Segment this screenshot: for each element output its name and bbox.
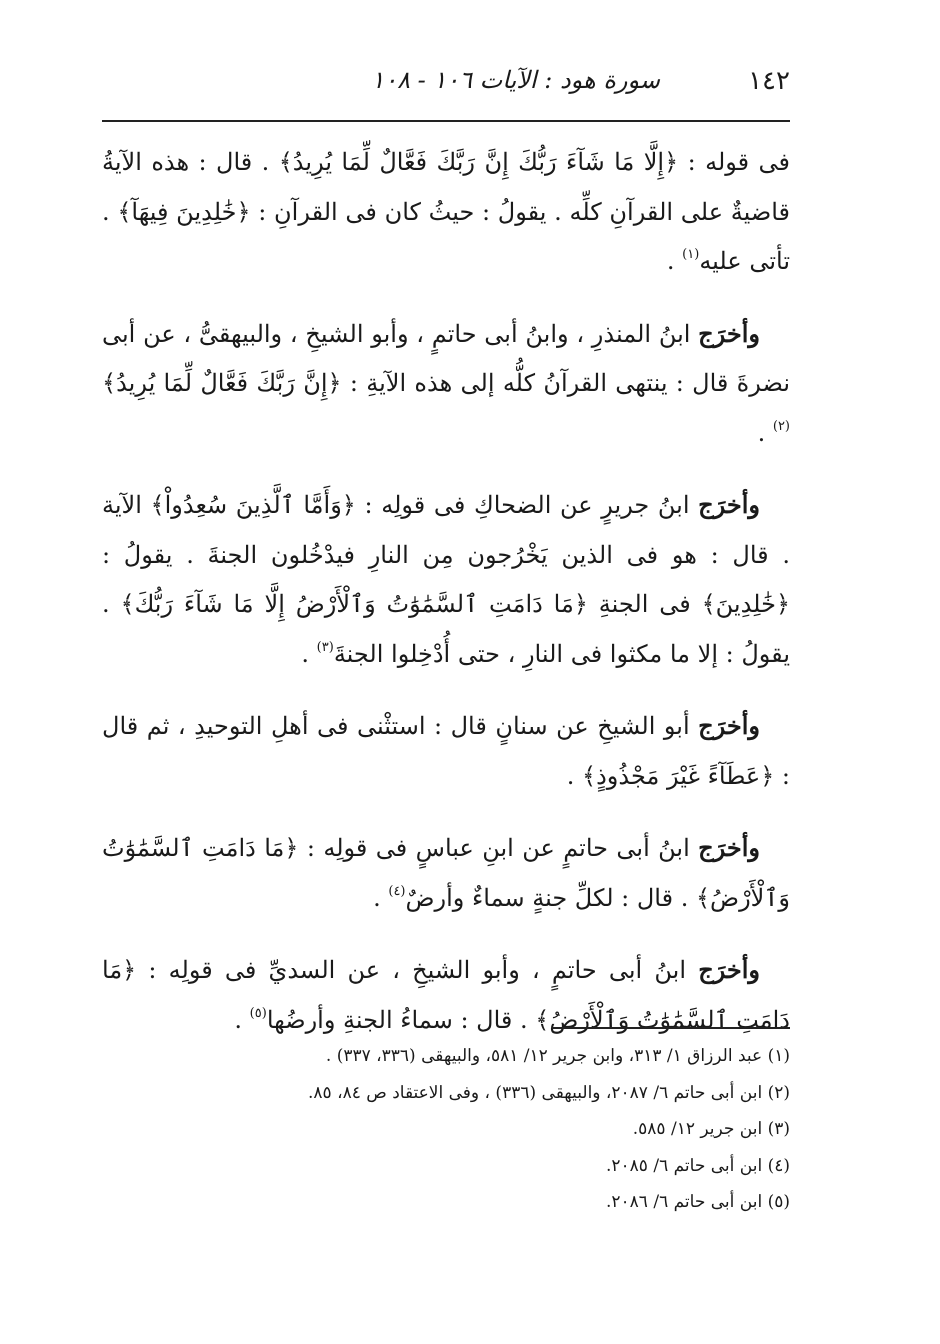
paragraph — [102, 701, 790, 801]
lead-word: وأخرَج — [698, 318, 760, 348]
text-run: . — [757, 418, 773, 447]
lead-word: وأخرَج — [698, 711, 760, 740]
footnote-marker: (٢) — [772, 418, 790, 434]
footnote-1: (١) عبد الرزاق ١/ ٣١٣، وابن جرير ١٢/ ٥٨١، والبيهقى (٣٣٦، ٣٣٧) . — [325, 1046, 790, 1066]
text-run: ابنُ جريرٍ عن الضحاكِ فى قولِه : — [355, 491, 699, 519]
text-run: أبو الشيخِ عن سنانٍ قال : استثْنى فى أهلِ التوحيدِ ، ثم قال : — [102, 712, 790, 790]
quran-quote: ﴿خَٰلِدِينَ فِيهَآ﴾ — [117, 197, 251, 226]
paragraph — [102, 309, 790, 459]
main-text — [102, 138, 790, 1067]
quran-quote: ﴿مَا دَامَتِ ٱلسَّمَٰوَٰتُ وَٱلْأَرْضُ﴾ — [102, 956, 790, 1034]
footnote-marker: (٥) — [249, 1005, 267, 1021]
text-run: . تأتى عليه — [102, 197, 790, 275]
quran-quote: ﴿إِنَّ رَبَّكَ فَعَّالٌ لِّمَا يُرِيدُ﴾ — [102, 369, 342, 397]
quran-quote: ﴿خَٰلِدِينَ﴾ — [701, 590, 791, 618]
text-run: . — [566, 761, 583, 790]
text-run: . — [666, 247, 683, 275]
footnote-rule — [552, 1027, 790, 1029]
footnote-marker: (٤) — [388, 883, 406, 899]
lead-word: وأخرَج — [698, 955, 761, 984]
quran-quote: ﴿إِلَّا مَا شَآءَ رَبُّكَ إِنَّ رَبَّكَ فَعَّالٌ لِّمَا يُرِيدُ﴾ — [278, 148, 679, 176]
text-run: . قال : سماءُ الجنةِ وأرضُها — [266, 1005, 536, 1034]
paragraph — [102, 480, 790, 679]
header-rule — [102, 120, 790, 122]
page-header — [100, 62, 790, 106]
text-run: الآية . قال : هو فى الذين يَخْرُجون مِن النارِ فيدْخُلون الجنةَ . يقولُ : — [102, 491, 791, 569]
lead-word: وأخرَج — [698, 490, 760, 519]
paragraph — [102, 945, 790, 1045]
running-title: سورة هود : الآيات ١٠٦ - ١٠٨ — [371, 66, 660, 94]
text-run: ابنُ المنذرِ ، وابنُ أبى حاتمٍ ، وأبو الشيخِ ، والبيهقىُّ ، عن أبى نضرةَ قال : ينتهى القرآنُ كلُّه إلى هذه الآيةِ : — [102, 319, 790, 397]
paragraph — [102, 823, 790, 923]
text-run: . — [301, 639, 317, 668]
lead-word: وأخرَج — [698, 833, 760, 862]
footnote-5: (٥) ابن أبى حاتم ٦/ ٢٠٨٦. — [605, 1192, 790, 1212]
footnote-3: (٣) ابن جرير ١٢/ ٥٨٥. — [632, 1119, 790, 1139]
footnote-marker: (٣) — [316, 639, 334, 655]
paragraph — [102, 138, 790, 287]
text-run: . قال : لكلِّ جنةٍ سماءٌ وأرضٌ — [405, 883, 696, 912]
text-run: . — [234, 1005, 250, 1034]
footnote-4: (٤) ابن أبى حاتم ٦/ ٢٠٨٥. — [605, 1155, 790, 1176]
footnotes — [102, 1038, 790, 1221]
text-run: . قال : هذه الآيةُ قاضيةٌ على القرآنِ كلِّه . يقولُ : حيثُ كان فى القرآنِ : — [102, 148, 790, 226]
text-run: . — [373, 883, 389, 912]
footnote-marker: (١) — [682, 247, 700, 262]
quran-quote: ﴿مَا دَامَتِ ٱلسَّمَٰوَٰتُ وَٱلْأَرْضُ﴾ — [102, 834, 790, 912]
text-run: ابنُ أبى حاتمٍ ، وأبو الشيخِ ، عن السديِّ فى قولِه : — [136, 956, 699, 984]
text-run: . يقولُ : إلا ما مكثوا فى النارِ ، حتى أُدْخِلوا الجنةَ — [102, 590, 790, 668]
quran-quote: ﴿مَا دَامَتِ ٱلسَّمَٰوَٰتُ وَٱلْأَرْضُ إِلَّا مَا شَآءَ رَبُّكَ﴾ — [120, 590, 588, 618]
text-run: فى قوله : — [678, 148, 791, 176]
page-number: ١٤٢ — [748, 66, 790, 96]
quran-quote: ﴿عَطَآءً غَيْرَ مَجْذُوذٍ﴾ — [582, 761, 775, 790]
quran-quote: ﴿وَأَمَّا ٱلَّذِينَ سُعِدُواْ﴾ — [150, 491, 356, 519]
footnote-2: (٢) ابن أبى حاتم ٦/ ٢٠٨٧، والبيهقى (٣٣٦) ، وفى الاعتقاد ص ٨٤، ٨٥. — [308, 1082, 790, 1103]
text-run: فى الجنةِ — [587, 590, 702, 618]
text-run: ابنُ أبى حاتمٍ عن ابنِ عباسٍ فى قولِه : — [298, 834, 699, 862]
